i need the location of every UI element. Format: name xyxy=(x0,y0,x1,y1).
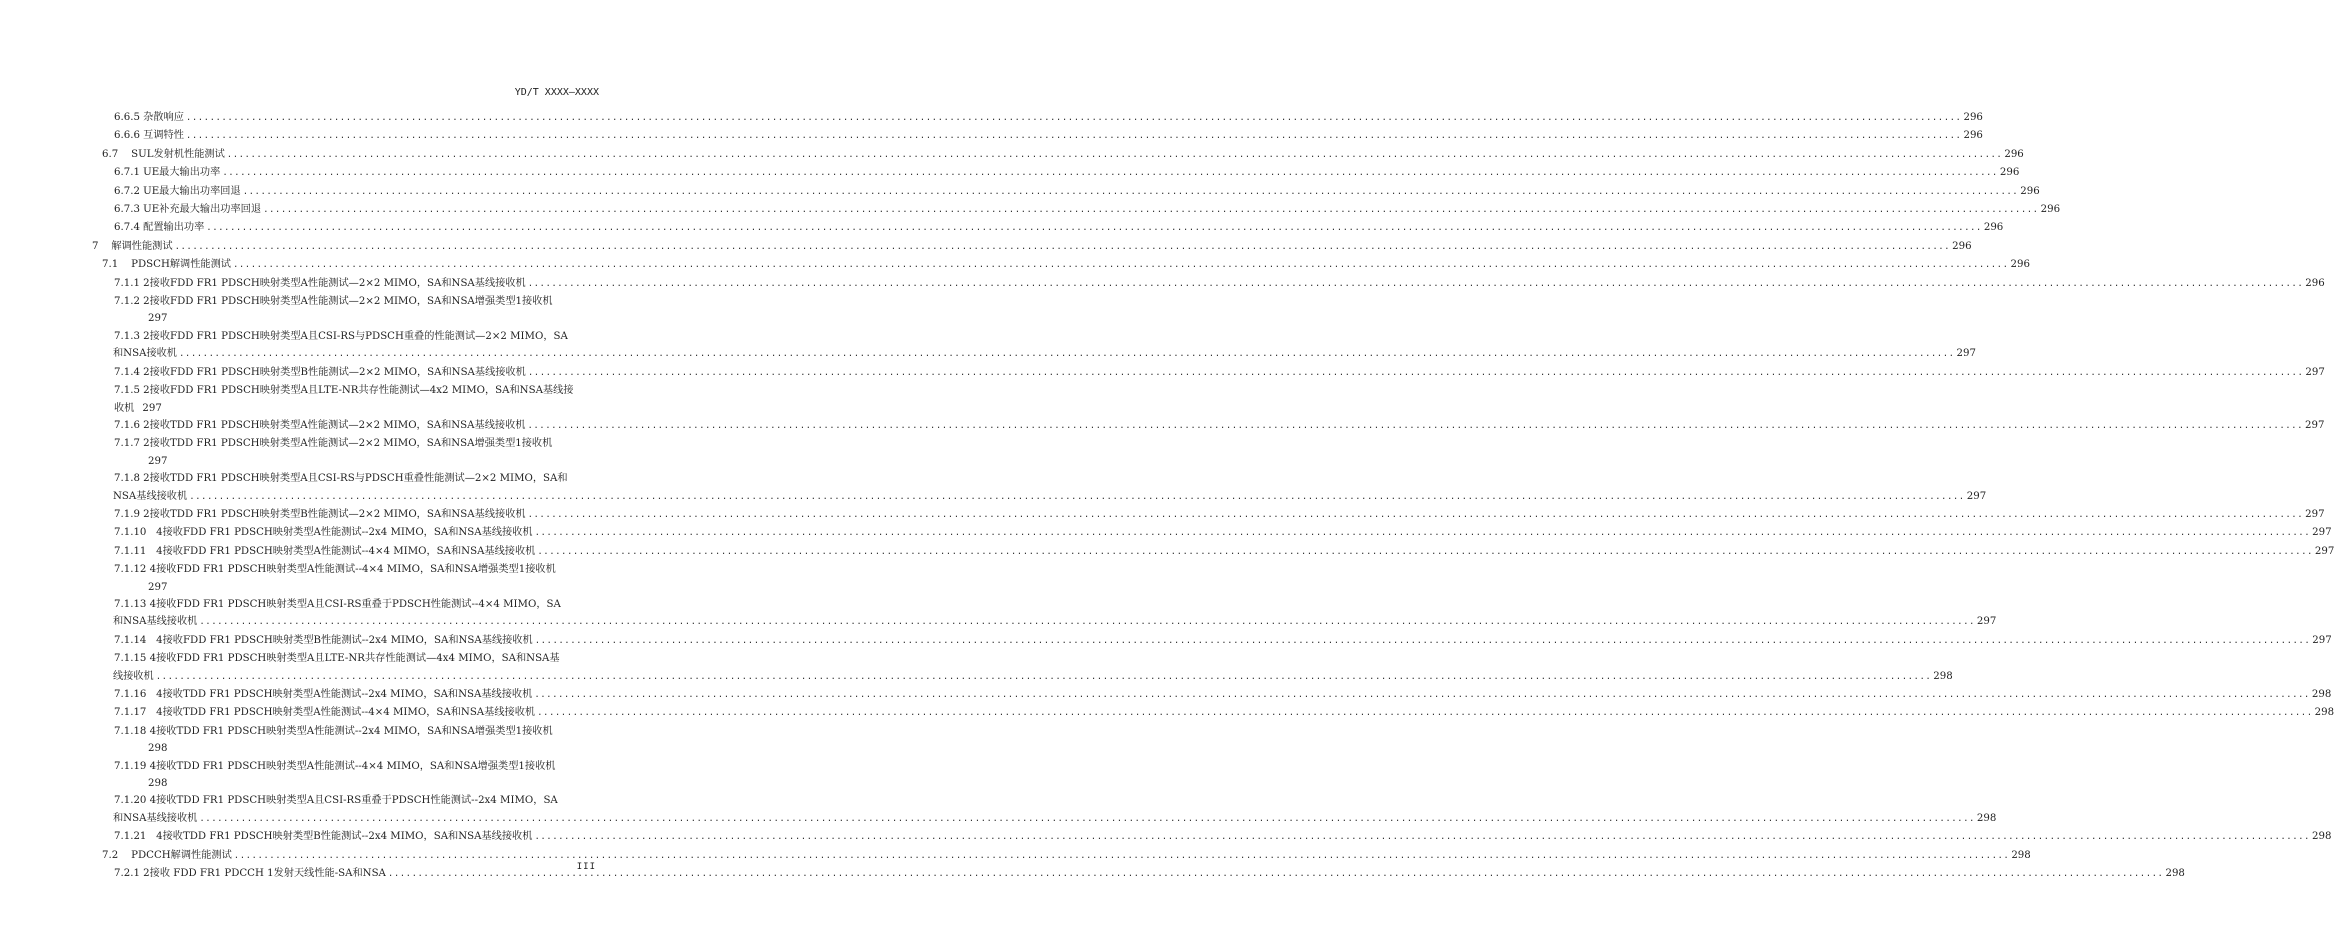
toc-entry[interactable] xyxy=(114,219,2004,237)
toc-entry[interactable] xyxy=(114,758,598,793)
toc-entry-title: 7.1.1 2接收FDD FR1 PDSCH映射类型A性能测试—2×2 MIMO，SA和NSA基线接收机 xyxy=(114,277,526,289)
dot-leader: ............................................................................................................................................................................................................................................................................................................ xyxy=(534,528,2311,539)
dot-leader: ............................................................................................................................................................................................................................................................................................................ xyxy=(199,617,1975,628)
toc-entry-page: 297 xyxy=(1956,348,1976,360)
toc-entry-page: 297 xyxy=(148,581,168,593)
dot-leader: ............................................................................................................................................................................................................................................................................................................ xyxy=(179,349,1955,360)
toc-entry-page: 296 xyxy=(2040,204,2061,216)
toc-entry-title: 7.1.17 4接收TDD FR1 PDSCH映射类型A性能测试--4×4 MIMO，SA和NSA基线接收机 xyxy=(114,707,536,719)
toc-entry-title: 7.1.7 2接收TDD FR1 PDSCH映射类型A性能测试—2×2 MIMO，SA和NSA增强类型1接收机 xyxy=(114,438,553,450)
toc-entry[interactable] xyxy=(114,183,2040,201)
dot-leader: ............................................................................................................................................................................................................................................................................................................ xyxy=(527,420,2303,431)
toc-entry-page: 298 xyxy=(148,778,168,790)
toc-entry[interactable] xyxy=(113,470,1987,506)
toc-entry-title-continued: 和NSA基线接收机 xyxy=(113,812,198,824)
toc-entry-title: 7.1.8 2接收TDD FR1 PDSCH映射类型A且CSI-RS与PDSCH重叠性能测试—2×2 MIMO，SA和 xyxy=(114,473,568,485)
toc-entry-page: 296 xyxy=(1963,112,1983,123)
toc-entry[interactable] xyxy=(114,417,2325,435)
toc-entry[interactable] xyxy=(114,506,2325,524)
dot-leader: ............................................................................................................................................................................................................................................................................................................ xyxy=(155,671,1932,682)
toc-entry-title: 7.1.12 4接收FDD FR1 PDSCH映射类型A性能测试--4×4 MIMO，SA和NSA增强类型1接收机 xyxy=(114,564,556,576)
toc-entry[interactable] xyxy=(114,704,2334,722)
toc-entry[interactable] xyxy=(114,164,2020,182)
dot-leader: ............................................................................................................................................................................................................................................................................................................ xyxy=(534,832,2310,843)
toc-entry-page: 296 xyxy=(2004,148,2024,160)
dot-leader: ............................................................................................................................................................................................................................................................................................................ xyxy=(387,869,2164,880)
toc-entry-page: 296 xyxy=(2010,259,2030,271)
toc-entry-title: 7.1 PDSCH解调性能测试 xyxy=(102,259,231,271)
toc-entry-page: 297 xyxy=(148,313,168,325)
toc-entry-page: 296 xyxy=(1952,240,1972,252)
toc-entry-title: 7.1.5 2接收FDD FR1 PDSCH映射类型A且LTE-NR共存性能测试—4x2 MIMO，SA和NSA基线接 xyxy=(114,385,574,397)
toc-entry[interactable] xyxy=(114,828,2332,846)
toc-entry[interactable] xyxy=(113,650,1953,686)
document-id-header: YD/T XXXX—XXXX xyxy=(514,87,599,98)
toc-entry[interactable] xyxy=(102,847,2031,865)
toc-entry-title: 7.1.3 2接收FDD FR1 PDSCH映射类型A且CSI-RS与PDSCH重叠的性能测试—2×2 MIMO，SA xyxy=(114,330,568,342)
toc-entry-page: 296 xyxy=(1983,222,2004,234)
toc-entry-page: 296 xyxy=(2305,277,2325,289)
toc-entry-title: 6.7.2 UE最大输出功率回退 xyxy=(114,185,241,197)
dot-leader: ............................................................................................................................................................................................................................................................................................................ xyxy=(199,813,1975,824)
toc-entry[interactable] xyxy=(114,686,2332,704)
dot-leader: ............................................................................................................................................................................................................................................................................................................ xyxy=(185,131,1962,142)
toc-entry[interactable] xyxy=(92,238,1972,256)
toc-entry[interactable] xyxy=(113,792,1997,828)
toc-entry[interactable] xyxy=(114,382,598,417)
dot-leader: ............................................................................................................................................................................................................................................................................................................ xyxy=(222,168,1998,179)
toc-entry-title: 6.6.5 杂散响应 xyxy=(114,112,184,123)
toc-entry[interactable] xyxy=(114,723,598,758)
toc-entry[interactable] xyxy=(114,435,598,470)
dot-leader: ............................................................................................................................................................................................................................................................................................................ xyxy=(534,635,2311,646)
toc-entry-title-continued: 和NSA接收机 xyxy=(113,348,177,360)
dot-leader: ............................................................................................................................................................................................................................................................................................................ xyxy=(537,708,2313,719)
toc-entry[interactable] xyxy=(113,328,1976,364)
toc-entry-page: 297 xyxy=(2305,508,2325,520)
toc-entry[interactable] xyxy=(113,596,1997,632)
toc-entry-title-continued: 和NSA基线接收机 xyxy=(113,616,198,628)
page-number-footer: III xyxy=(576,862,596,872)
toc-entry-page: 297 xyxy=(1966,490,1987,502)
toc-entry-title: 7.1.21 4接收TDD FR1 PDSCH映射类型B性能测试--2x4 MIMO，SA和NSA基线接收机 xyxy=(114,831,533,843)
toc-entry[interactable] xyxy=(114,561,598,596)
toc-entry[interactable] xyxy=(114,127,1983,145)
toc-entry-page: 298 xyxy=(148,743,168,755)
dot-leader: ............................................................................................................................................................................................................................................................................................................ xyxy=(527,367,2304,378)
toc-entry-page: 298 xyxy=(2011,849,2031,861)
dot-leader: ............................................................................................................................................................................................................................................................................................................ xyxy=(263,205,2039,216)
dot-leader: ............................................................................................................................................................................................................................................................................................................ xyxy=(537,546,2313,557)
toc-entry[interactable] xyxy=(114,109,1983,127)
dot-leader: ............................................................................................................................................................................................................................................................................................................ xyxy=(242,186,2019,197)
toc-entry-title: 6.6.6 互调特性 xyxy=(114,130,184,142)
toc-entry-title: 7.1.11 4接收FDD FR1 PDSCH映射类型A性能测试--4×4 MIMO，SA和NSA基线接收机 xyxy=(114,545,536,557)
toc-entry-page: 297 xyxy=(148,455,168,467)
toc-entry-page: 298 xyxy=(2165,868,2185,880)
toc-entry-title: 7.1.2 2接收FDD FR1 PDSCH映射类型A性能测试—2×2 MIMO，SA和NSA增强类型1接收机 xyxy=(114,296,553,308)
toc-entry-title: 7.1.6 2接收TDD FR1 PDSCH映射类型A性能测试—2×2 MIMO，SA和NSA基线接收机 xyxy=(114,419,526,431)
toc-entry-page: 297 xyxy=(2312,634,2332,646)
dot-leader: ............................................................................................................................................................................................................................................................................................................ xyxy=(174,241,1951,252)
toc-entry-page: 297 xyxy=(142,402,162,414)
toc-entry-title: 7.2.1 2接收 FDD FR1 PDCCH 1发射天线性能-SA和NSA xyxy=(114,868,386,880)
toc-entry-title: 7.1.13 4接收FDD FR1 PDSCH映射类型A且CSI-RS重叠于PDSCH性能测试--4×4 MIMO，SA xyxy=(114,598,561,610)
toc-entry[interactable] xyxy=(114,543,2334,561)
toc-entry-title-continued: 收机 xyxy=(114,402,135,414)
toc-entry-page: 297 xyxy=(2312,527,2332,539)
toc-entry-page: 297 xyxy=(2314,545,2334,557)
dot-leader: ............................................................................................................................................................................................................................................................................................................ xyxy=(185,113,1962,123)
dot-leader: ............................................................................................................................................................................................................................................................................................................ xyxy=(189,491,1965,502)
toc-entry[interactable] xyxy=(114,364,2325,382)
toc-entry-title: 6.7.4 配置输出功率 xyxy=(114,222,205,234)
toc-entry-title: 6.7.1 UE最大输出功率 xyxy=(114,167,221,179)
dot-leader: ............................................................................................................................................................................................................................................................................................................ xyxy=(527,509,2304,520)
dot-leader: ............................................................................................................................................................................................................................................................................................................ xyxy=(534,690,2310,700)
toc-entry-page: 297 xyxy=(1976,616,1997,628)
toc-entry-title: 7.1.18 4接收TDD FR1 PDSCH映射类型A性能测试--2x4 MIMO，SA和NSA增强类型1接收机 xyxy=(114,725,553,737)
toc-entry-page: 297 xyxy=(2305,366,2325,378)
toc-entry-title: 7.1.19 4接收TDD FR1 PDSCH映射类型A性能测试--4×4 MIMO，SA和NSA增强类型1接收机 xyxy=(114,760,556,772)
dot-leader: ............................................................................................................................................................................................................................................................................................................ xyxy=(226,149,2003,160)
toc-entry-title: 7.1.14 4接收FDD FR1 PDSCH映射类型B性能测试--2x4 MIMO，SA和NSA基线接收机 xyxy=(114,634,533,646)
toc-entry-page: 298 xyxy=(1933,670,1953,682)
dot-leader: ............................................................................................................................................................................................................................................................................................................ xyxy=(206,223,1982,234)
toc-entry-page: 298 xyxy=(2311,689,2332,700)
toc-entry-title: 7.1.15 4接收FDD FR1 PDSCH映射类型A且LTE-NR共存性能测试—4x4 MIMO，SA和NSA基 xyxy=(114,653,560,665)
toc-entry[interactable] xyxy=(114,201,2061,219)
toc-entry-title: 7.2 PDCCH解调性能测试 xyxy=(102,849,232,861)
table-of-contents xyxy=(0,109,2334,883)
toc-entry[interactable] xyxy=(114,865,2185,883)
toc-entry[interactable] xyxy=(102,146,2024,164)
toc-entry-title: 7.1.9 2接收TDD FR1 PDSCH映射类型B性能测试—2×2 MIMO，SA和NSA基线接收机 xyxy=(114,508,526,520)
toc-entry[interactable] xyxy=(102,256,2030,274)
toc-entry-page: 296 xyxy=(1963,130,1983,142)
toc-entry[interactable] xyxy=(114,632,2332,650)
toc-entry-title: 7.1.20 4接收TDD FR1 PDSCH映射类型A且CSI-RS重叠于PDSCH性能测试--2x4 MIMO，SA xyxy=(114,795,558,807)
toc-entry[interactable] xyxy=(114,524,2332,542)
toc-entry-page: 298 xyxy=(1976,812,1997,824)
toc-entry-page: 296 xyxy=(2020,185,2040,197)
toc-entry-title: 7 解调性能测试 xyxy=(92,240,173,252)
toc-entry-title: 6.7.3 UE补充最大输出功率回退 xyxy=(114,204,262,216)
toc-entry[interactable] xyxy=(114,293,598,328)
toc-entry[interactable] xyxy=(114,275,2325,293)
toc-entry-page: 297 xyxy=(2305,419,2325,431)
toc-entry-title: 7.1.4 2接收FDD FR1 PDSCH映射类型B性能测试—2×2 MIMO，SA和NSA基线接收机 xyxy=(114,366,526,378)
dot-leader: ............................................................................................................................................................................................................................................................................................................ xyxy=(527,278,2304,289)
toc-entry-title-continued: 线接收机 xyxy=(113,670,154,682)
toc-entry-title: 6.7 SUL发射机性能测试 xyxy=(102,148,225,160)
dot-leader: ............................................................................................................................................................................................................................................................................................................ xyxy=(233,850,2010,861)
toc-entry-title: 7.1.16 4接收TDD FR1 PDSCH映射类型A性能测试--2x4 MIMO，SA和NSA基线接收机 xyxy=(114,689,533,700)
toc-entry-page: 298 xyxy=(2314,707,2334,719)
toc-entry-page: 296 xyxy=(1999,167,2020,179)
toc-entry-page: 298 xyxy=(2311,831,2332,843)
toc-entry-title-continued: NSA基线接收机 xyxy=(113,490,188,502)
toc-entry-title: 7.1.10 4接收FDD FR1 PDSCH映射类型A性能测试--2x4 MIMO，SA和NSA基线接收机 xyxy=(114,527,533,539)
dot-leader: ............................................................................................................................................................................................................................................................................................................ xyxy=(232,260,2009,271)
